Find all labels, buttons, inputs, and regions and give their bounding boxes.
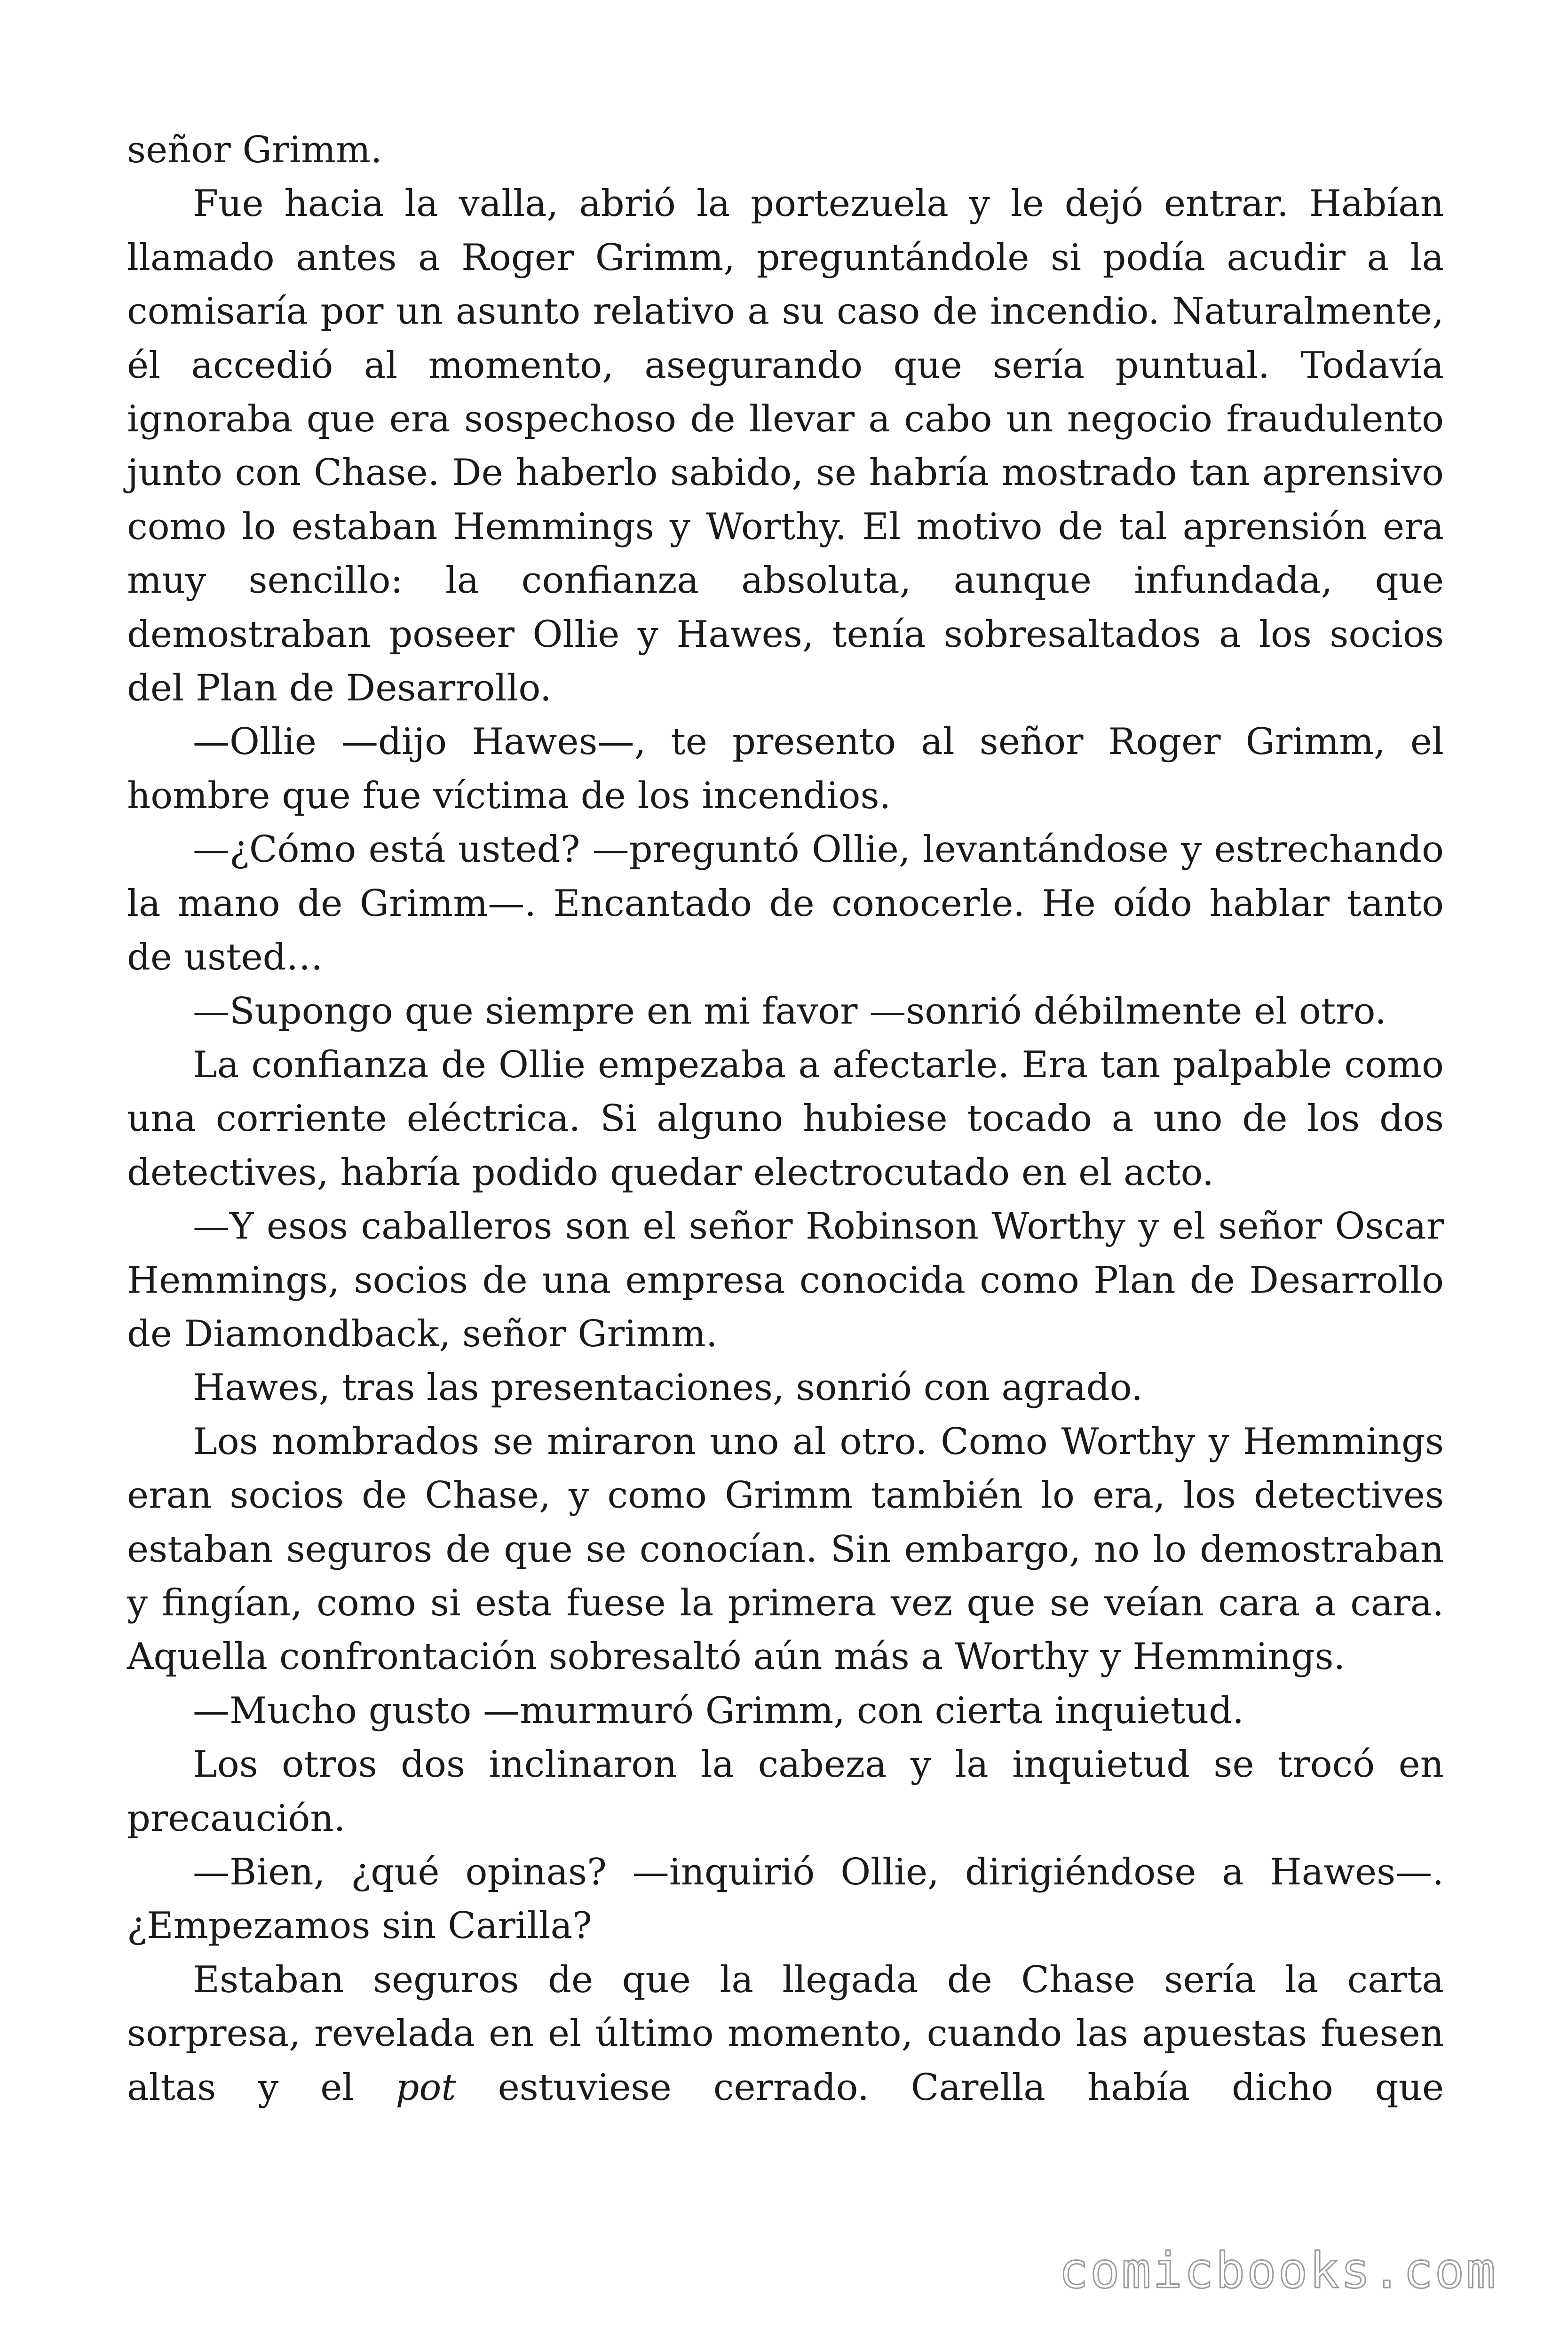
paragraph: —¿Cómo está usted? —preguntó Ollie, levantándose y estrechando la mano de Grimm—. Encantado de conocerle. He oído hablar tanto de usted… (127, 828, 1444, 979)
paragraph: La confianza de Ollie empezaba a afectarle. Era tan palpable como una corriente eléctrica. Si alguno hubiese tocado a uno de los dos detectives, habría podido quedar electrocutado en el acto. (127, 1043, 1444, 1194)
paragraph: Los nombrados se miraron uno al otro. Como Worthy y Hemmings eran socios de Chase, y como Grimm también lo era, los detectives estaban seguros de que se conocían. Sin embargo, no lo demostraban y fingían, como si esta fuese la primera vez que se veían cara a cara. Aquella confrontación sobresaltó aún más a Worthy y Hemmings. (127, 1420, 1444, 1678)
paragraph: Fue hacia la valla, abrió la portezuela y le dejó entrar. Habían llamado antes a Roger Grimm, preguntándole si podía acudir a la comisaría por un asunto relativo a su caso de incendio. Naturalmente, él accedió al momento, asegurando que sería puntual. Todavía ignoraba que era sospechoso de llevar a cabo un negocio fraudulento junto con Chase. De haberlo sabido, se habría mostrado tan aprensivo como lo estaban Hemmings y Worthy. El motivo de tal aprensión era muy sencillo: la confianza absoluta, aunque infundada, que demostraban poseer Ollie y Hawes, tenía sobresaltados a los socios del Plan de Desarrollo. (127, 183, 1444, 710)
paragraph: —Ollie —dijo Hawes—, te presento al señor Roger Grimm, el hombre que fue víctima de los incendios. (127, 721, 1444, 817)
watermark: comicbooks.com (1059, 2242, 1497, 2299)
text-run: Estaban seguros de que la llegada de Chase sería la carta sorpresa, revelada en el último momento, cuando las apuestas fuesen altas y el (127, 1958, 1444, 2109)
paragraph: —Y esos caballeros son el señor Robinson Worthy y el señor Oscar Hemmings, socios de una empresa conocida como Plan de Desarrollo de Diamondback, señor Grimm. (127, 1205, 1444, 1355)
italic-word: pot (396, 2066, 456, 2109)
text-run: estuviese cerrado. Carella había dicho que (456, 2066, 1444, 2109)
paragraph: Hawes, tras las presentaciones, sonrió con agrado. (193, 1367, 1143, 1409)
paragraph: —Supongo que siempre en mi favor —sonrió débilmente el otro. (193, 990, 1386, 1033)
paragraph: Los otros dos inclinaron la cabeza y la inquietud se trocó en precaución. (127, 1743, 1444, 1840)
paragraph-last (127, 1953, 1444, 2114)
paragraph: —Bien, ¿qué opinas? —inquirió Ollie, dirigiéndose a Hawes—. ¿Empezamos sin Carilla? (127, 1851, 1444, 1947)
paragraph: señor Grimm. (127, 129, 382, 171)
page-body (127, 123, 1444, 2114)
paragraph: —Mucho gusto —murmuró Grimm, con cierta inquietud. (193, 1689, 1244, 1732)
